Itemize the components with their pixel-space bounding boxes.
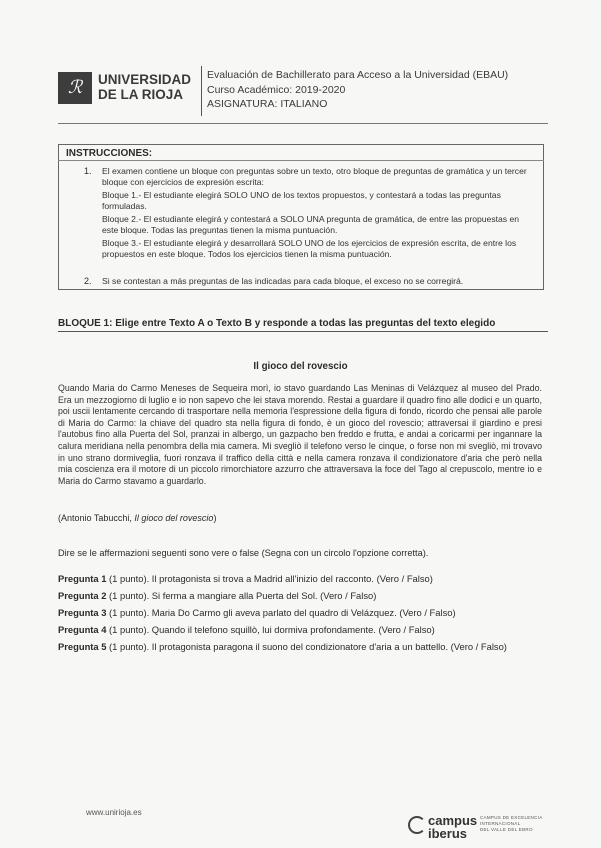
instruction-item-2: Si se contestan a más preguntas de las indicadas para cada bloque, el exceso no se corregirá. xyxy=(102,276,464,286)
question-label: Pregunta 3 xyxy=(58,607,107,618)
author-work-title: Il gioco del rovescio xyxy=(134,513,214,523)
question-label: Pregunta 2 xyxy=(58,590,107,601)
question-3 xyxy=(58,607,456,618)
university-emblem-icon: ℛ xyxy=(58,72,92,104)
bloque-1-rule xyxy=(58,331,548,332)
campus-word: campus xyxy=(428,813,478,828)
header-rule xyxy=(58,123,548,124)
campus-tagline-2: INTERNACIONAL xyxy=(480,821,521,826)
questions-prompt: Dire se le affermazioni seguenti sono vere o false (Segna con un circolo l'opzione corretta). xyxy=(58,548,429,558)
author-citation xyxy=(58,513,216,523)
text-title: Il gioco del rovescio xyxy=(253,361,348,372)
author-suffix: ) xyxy=(213,513,217,523)
instruction-item-1 xyxy=(102,166,534,260)
question-text: (1 punto). Maria Do Carmo gli aveva parlato del quadro di Velázquez. (Vero / Falso) xyxy=(106,607,456,618)
author-prefix: (Antonio Tabucchi, xyxy=(58,513,135,523)
university-name-line2: DE LA RIOJA xyxy=(98,87,184,102)
instructions-title-rule xyxy=(58,160,544,161)
course-year: Curso Académico: 2019-2020 xyxy=(207,83,346,96)
question-text: (1 punto). Il protagonista paragona il suono del condizionatore d'aria a un battello. (Vero / Falso) xyxy=(106,641,507,652)
question-5 xyxy=(58,641,507,652)
question-2 xyxy=(58,590,376,601)
iberus-word: iberus xyxy=(428,826,468,841)
campus-iberus-text xyxy=(428,814,477,840)
campus-tagline-3: DEL VALLE DEL EBRO xyxy=(480,827,533,832)
instruction-number-1: 1. xyxy=(84,166,92,176)
reading-passage: Quando Maria do Carmo Meneses de Sequeira morì, io stavo guardando Las Meninas di Velázquez al museo del Prado. Era un mezzogiorno di luglio e io non sapevo che lei stava morendo. Restai a guardare il quadro fino alle dodici e un quarto, poi uscii lentamente cercando di trasportare nella memoria l'espressione della figura di fondo, ricordo che pensai alle parole di Maria do Carmo: la chiave del quadro sta nella figura di fondo, è un gioco del rovescio; attraversai il giardino e presi l'autobus fino alla Puerta del Sol, pranzai in albergo, un gazpacho ben freddo e frutta, e andai a coricarmi per ingannare la calura meridiana nella penombra della mia camera. Mi svegliò il telefono verso le cinque, o forse non mi svegliò, mi trovavo in uno strano dormiveglia, fuori ronzava il traffico della città e nella camera ronzava il condizionatore d'aria che però nella mia coscienza era il motore di un piccolo rimorchiatore azzurro che attraversava la foce del Tago al crepuscolo, mentre io e Maria do Carmo stavamo a guardarlo. xyxy=(58,383,542,486)
instruction-bloque-2: Bloque 2.- El estudiante elegirá y contestará a SOLO UNA pregunta de gramática, de entre las propuestas en este bloque. Todas las preguntas tienen la misma puntuación. xyxy=(102,214,520,235)
campus-iberus-icon xyxy=(408,816,426,834)
instruction-intro: El examen contiene un bloque con preguntas sobre un texto, otro bloque de preguntas de gramática y un tercer bloque con ejercicios de expresión escrita: xyxy=(102,166,527,187)
question-text: (1 punto). Si ferma a mangiare alla Puerta del Sol. (Vero / Falso) xyxy=(106,590,377,601)
question-label: Pregunta 5 xyxy=(58,641,107,652)
university-name-line1: UNIVERSIDAD xyxy=(98,72,192,87)
campus-tagline-1: CAMPUS DE EXCELENCIA xyxy=(480,815,543,820)
question-label: Pregunta 1 xyxy=(58,573,107,584)
header-divider xyxy=(201,66,202,116)
question-text: (1 punto). Quando il telefono squillò, lui dormiva profondamente. (Vero / Falso) xyxy=(106,624,435,635)
footer-url: www.unirioja.es xyxy=(86,808,142,817)
subject: ASIGNATURA: ITALIANO xyxy=(207,98,328,110)
exam-header xyxy=(207,68,508,112)
bloque-1-heading: BLOQUE 1: Elige entre Texto A o Texto B y responde a todas las preguntas del texto elegido xyxy=(58,318,496,329)
exam-title: Evaluación de Bachillerato para Acceso a la Universidad (EBAU) xyxy=(207,69,509,81)
instruction-bloque-3: Bloque 3.- El estudiante elegirá y desarrollará SOLO UNO de los ejercicios de expresión escrita, de entre los propuestos en este bloque. Todos los ejercicios tienen la misma puntuación. xyxy=(102,238,517,259)
campus-tagline xyxy=(480,815,543,833)
question-text: (1 punto). Il protagonista si trova a Madrid all'inizio del racconto. (Vero / Falso) xyxy=(106,573,433,584)
question-4 xyxy=(58,624,435,635)
university-name xyxy=(98,72,191,102)
instruction-number-2: 2. xyxy=(84,276,92,286)
question-1 xyxy=(58,573,433,584)
instructions-title: INSTRUCCIONES: xyxy=(66,148,153,159)
university-logo xyxy=(58,70,196,110)
question-label: Pregunta 4 xyxy=(58,624,107,635)
instruction-bloque-1: Bloque 1.- El estudiante elegirá SOLO UNO de los textos propuestos, y contestará a todas las preguntas formuladas. xyxy=(102,190,501,211)
